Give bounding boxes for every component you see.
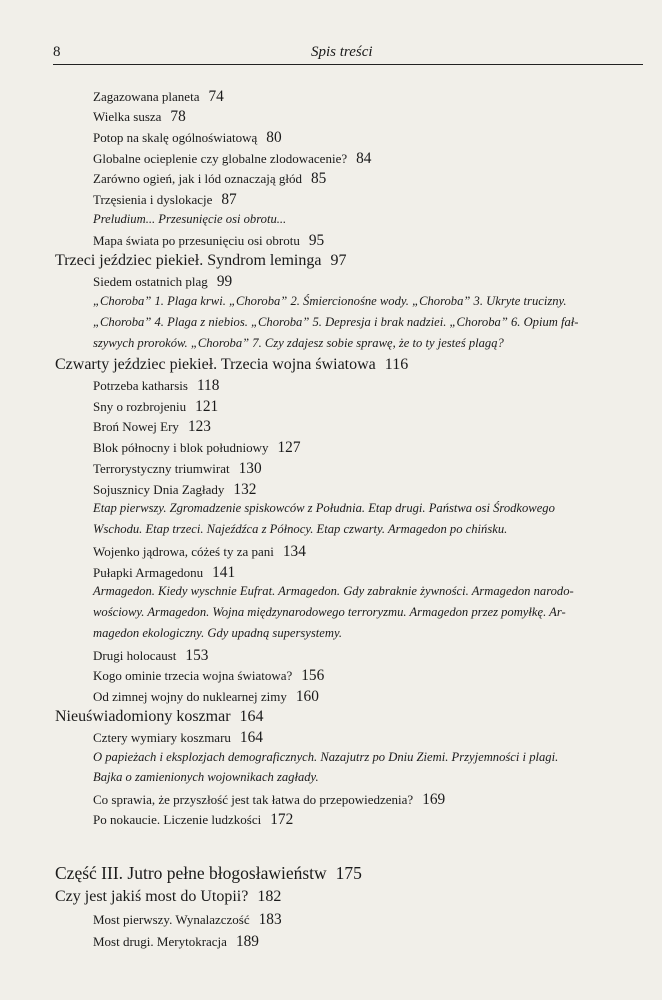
page-header [53,40,643,65]
toc-chapter-heading [55,708,264,726]
toc-entry-page: 189 [235,933,259,950]
toc-entry-title: Armagedon. Kiedy wyschnie Eufrat. Armagedon. Gdy zabraknie żywności. Armagedon narodo- [93,584,574,598]
toc-entry-page: 130 [238,460,262,477]
running-title: Spis treści [311,44,373,60]
toc-entry-page: 121 [195,398,219,415]
toc-entry-title: Siedem ostatnich plag [93,274,208,289]
toc-chapter-heading [55,252,346,270]
toc-entry-page: 169 [422,791,446,808]
toc-entry-title: Część III. Jutro pełne błogosławieństw [55,863,327,883]
toc-entry-page: 164 [239,729,263,746]
toc-section-list [93,522,507,537]
toc-part-heading [55,863,362,884]
toc-entry-title: Wschodu. Etap trzeci. Najeźdźca z Północy. Etap czwarty. Armagedon po chińsku. [93,522,508,536]
toc-section-list [93,294,567,309]
toc-entry-page: 160 [295,688,319,705]
toc-subentry [93,933,259,951]
toc-subentry [93,418,211,436]
toc-entry-page: 175 [335,863,362,883]
toc-section-list [93,605,566,620]
toc-entry-title: Globalne ocieplenie czy globalne zlodowacenie? [93,151,348,166]
toc-entry-title: Po nokaucie. Liczenie ludzkości [93,812,262,827]
toc-entry-page: 74 [208,88,224,105]
toc-entry-title: Co sprawia, że przyszłość jest tak łatwa do przepowiedzenia? [93,792,414,807]
toc-subentry [93,481,256,499]
toc-entry-title: Most drugi. Merytokracja [93,934,227,949]
toc-entry-page: 97 [330,252,347,269]
toc-subentry [93,232,324,250]
toc-section-list [93,584,574,599]
toc-entry-page: 80 [266,129,282,146]
toc-entry-page: 116 [384,356,409,373]
toc-entry-title: Drugi holocaust [93,648,177,663]
toc-subentry [93,88,224,106]
toc-entry-title: Zagazowana planeta [93,89,200,104]
toc-subentry [93,398,218,416]
toc-entry-page: 132 [233,481,257,498]
toc-entry-title: Terrorystyczny triumwirat [93,461,230,476]
toc-entry-page: 127 [277,439,301,456]
toc-entry-title: Trzeci jeździec piekieł. Syndrom leminga [55,252,322,269]
toc-subentry [93,150,371,168]
toc-subentry [93,273,232,291]
toc-section-list [93,501,555,516]
toc-entry-title: O papieżach i eksplozjach demograficznych. Nazajutrz po Dniu Ziemi. Przyjemności i plagi. [93,750,559,764]
toc-subentry [93,811,293,829]
toc-entry-page: 84 [356,150,372,167]
toc-section-list [93,750,558,765]
toc-entry-title: Mapa świata po przesunięciu osi obrotu [93,233,300,248]
toc-subentry [93,439,301,457]
toc-section-list [93,336,504,351]
toc-entry-title: Czwarty jeździec piekieł. Trzecia wojna światowa [55,356,376,373]
toc-entry-page: 164 [239,708,264,725]
toc-subentry [93,543,306,561]
toc-entry-page: 118 [196,377,220,394]
toc-entry-title: Cztery wymiary koszmaru [93,730,231,745]
toc-entry-title: Potop na skalę ogólnoświatową [93,130,258,145]
toc-entry-title: „Choroba” 1. Plaga krwi. „Choroba” 2. Śmiercionośne wody. „Choroba” 3. Ukryte trucizny. [93,294,567,308]
toc-subentry [93,791,445,809]
toc-entry-title: Potrzeba katharsis [93,378,188,393]
toc-entry-title: Od zimnej wojny do nuklearnej zimy [93,689,287,704]
toc-entry-title: Pułapki Armagedonu [93,565,204,580]
toc-entry-title: Most pierwszy. Wynalazczość [93,912,250,927]
toc-entry-page: 78 [170,108,186,125]
toc-chapter-heading [55,888,281,906]
toc-entry-title: Broń Nowej Ery [93,419,179,434]
toc-entry-page: 141 [212,564,236,581]
toc-entry-page: 85 [311,170,327,187]
toc-subentry [93,647,208,665]
toc-subentry [93,688,319,706]
toc-subentry [93,191,237,209]
toc-section-list [93,315,579,330]
toc-section-list [93,626,342,641]
toc-entry-page: 123 [187,418,211,435]
toc-entry-page: 172 [270,811,294,828]
toc-entry-title: wościowy. Armagedon. Wojna międzynarodowego terroryzmu. Armagedon przez pomyłkę. Ar- [93,605,566,619]
toc-entry-page: 182 [257,888,282,905]
toc-entry-title: Zarówno ogień, jak i lód oznaczają głód [93,171,303,186]
toc-entry-page: 99 [216,273,233,290]
toc-entry-page: 156 [301,667,325,684]
toc-entry-title: Wielka susza [93,109,162,124]
toc-entry-title: Blok północny i blok południowy [93,440,269,455]
page-number: 8 [53,44,61,60]
toc-entry-title: Czy jest jakiś most do Utopii? [55,888,249,905]
toc-entry-title: „Choroba” 4. Plaga z niebios. „Choroba” 5. Depresja i brak nadziei. „Choroba” 6. Opium fał- [93,315,579,329]
toc-subentry [93,564,235,582]
toc-subentry [93,129,282,147]
toc-entry-title: Preludium... Przesunięcie osi obrotu... [93,212,287,226]
toc-subentry [93,170,326,188]
toc-subentry [93,729,263,747]
toc-entry-page: 87 [221,191,237,208]
toc-entry-page: 134 [282,543,306,560]
toc-chapter-heading [55,356,408,374]
toc-entry-title: Sojusznicy Dnia Zagłady [93,482,225,497]
toc-entry-title: Trzęsienia i dyslokacje [93,192,213,207]
toc-subentry [93,377,219,395]
toc-entry-title: Nieuświadomiony koszmar [55,708,231,725]
toc-entry-title: magedon ekologiczny. Gdy upadną supersystemy. [93,626,343,640]
toc-entry-title: Kogo ominie trzecia wojna światowa? [93,668,293,683]
toc-entry-page: 95 [308,232,325,249]
toc-section-list [93,212,286,227]
toc-entry-title: szywych proroków. „Choroba” 7. Czy zdajesz sobie sprawę, że to ty jesteś plagą? [93,336,504,350]
toc-entry-title: Wojenko jądrowa, cóżeś ty za pani [93,544,274,559]
toc-subentry [93,667,324,685]
toc-entry-page: 183 [258,911,282,928]
toc-section-list [93,770,319,785]
toc-entry-title: Etap pierwszy. Zgromadzenie spiskowców z Południa. Etap drugi. Państwa osi Środkowego [93,501,555,515]
toc-entry-page: 153 [185,647,209,664]
toc-entry-title: Sny o rozbrojeniu [93,399,187,414]
toc-entry-title: Bajka o zamienionych wojownikach zagłady. [93,770,319,784]
toc-subentry [93,911,282,929]
toc-subentry [93,108,186,126]
toc-subentry [93,460,262,478]
